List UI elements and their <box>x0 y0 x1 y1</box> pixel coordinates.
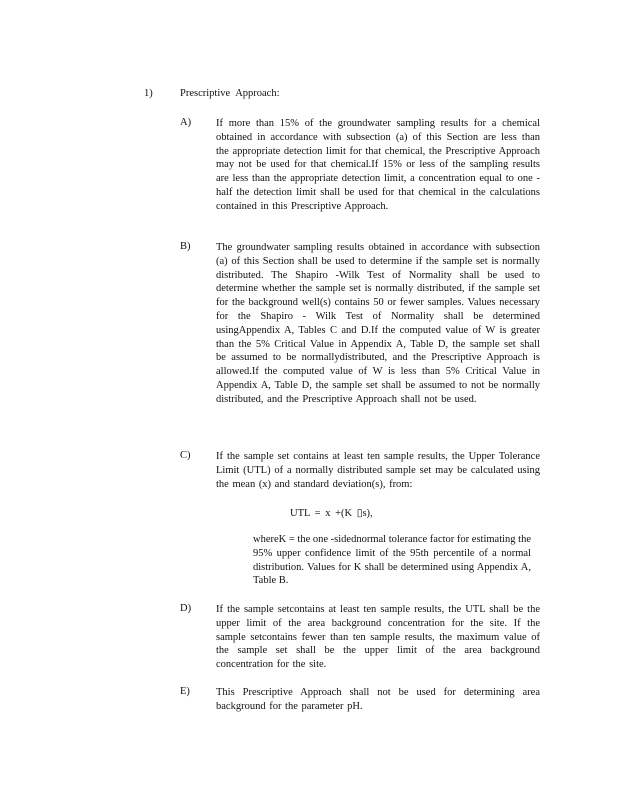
item-e-label: E) <box>180 686 190 697</box>
item-e-text: This Prescriptive Approach shall not be used for determining area background for the parameter pH. <box>216 687 540 712</box>
item-c-label: C) <box>180 450 191 461</box>
section-title: Prescriptive Approach: <box>180 88 280 99</box>
formula-definition: whereK = the one -sidednormal tolerance factor for estimating the 95% upper confidence limit of the 95th percentile of a normal distribution. Values for K shall be determined using Appendix A, Table B. <box>253 534 531 587</box>
item-a-text: If more than 15% of the groundwater sampling results for a chemical obtained in accordance with subsection (a) of this Section are less than the appropriate detection limit for that chemical, the Prescriptive Approach may not be used for that chemical.If 15% or less of the sampling results are less than the appropriate detection limit, a concentration equal to one -half the detection limit shall be used for that chemical in the calculations contained in this Prescriptive Approach. <box>216 118 540 212</box>
item-c-text: If the sample set contains at least ten sample results, the Upper Tolerance Limit (UTL) of a normally distributed sample set may be calculated using the mean (x) and standard deviation(s), from: <box>216 451 540 490</box>
section-number: 1) <box>144 88 153 99</box>
item-a-label: A) <box>180 117 192 128</box>
item-d-text: If the sample setcontains at least ten sample results, the UTL shall be the upper limit of the area background concentration for the site. If the sample setcontains fewer than ten sample results, the maximum value of the sample set shall be the upper limit of the area background concentration for the site. <box>216 604 540 671</box>
item-b-text: The groundwater sampling results obtained in accordance with subsection (a) of this Section shall be used to determine if the sample set is normally distributed. The Shapiro -Wilk Test of Normality shall be used to determine whether the sample set is normally distributed, if the sample set for the background well(s) contains 50 or fewer samples. Values necessary for the Shapiro - Wilk Test of Normality shall be determined usingAppendix A, Tables C and D.If the computed value of W is greater than the 5% Critical Value in Appendix A, Table D, the sample set shall be assumed to be normallydistributed, and the Prescriptive Approach is allowed.If the computed value of W is less than 5% Critical Value in Appendix A, Table D, the sample set shall be assumed to not be normally distributed, and the Prescriptive Approach shall not be used. <box>216 242 540 405</box>
item-b-label: B) <box>180 241 191 252</box>
item-d-label: D) <box>180 603 192 614</box>
utl-formula: UTL = x +(K ▯s), <box>290 508 373 519</box>
